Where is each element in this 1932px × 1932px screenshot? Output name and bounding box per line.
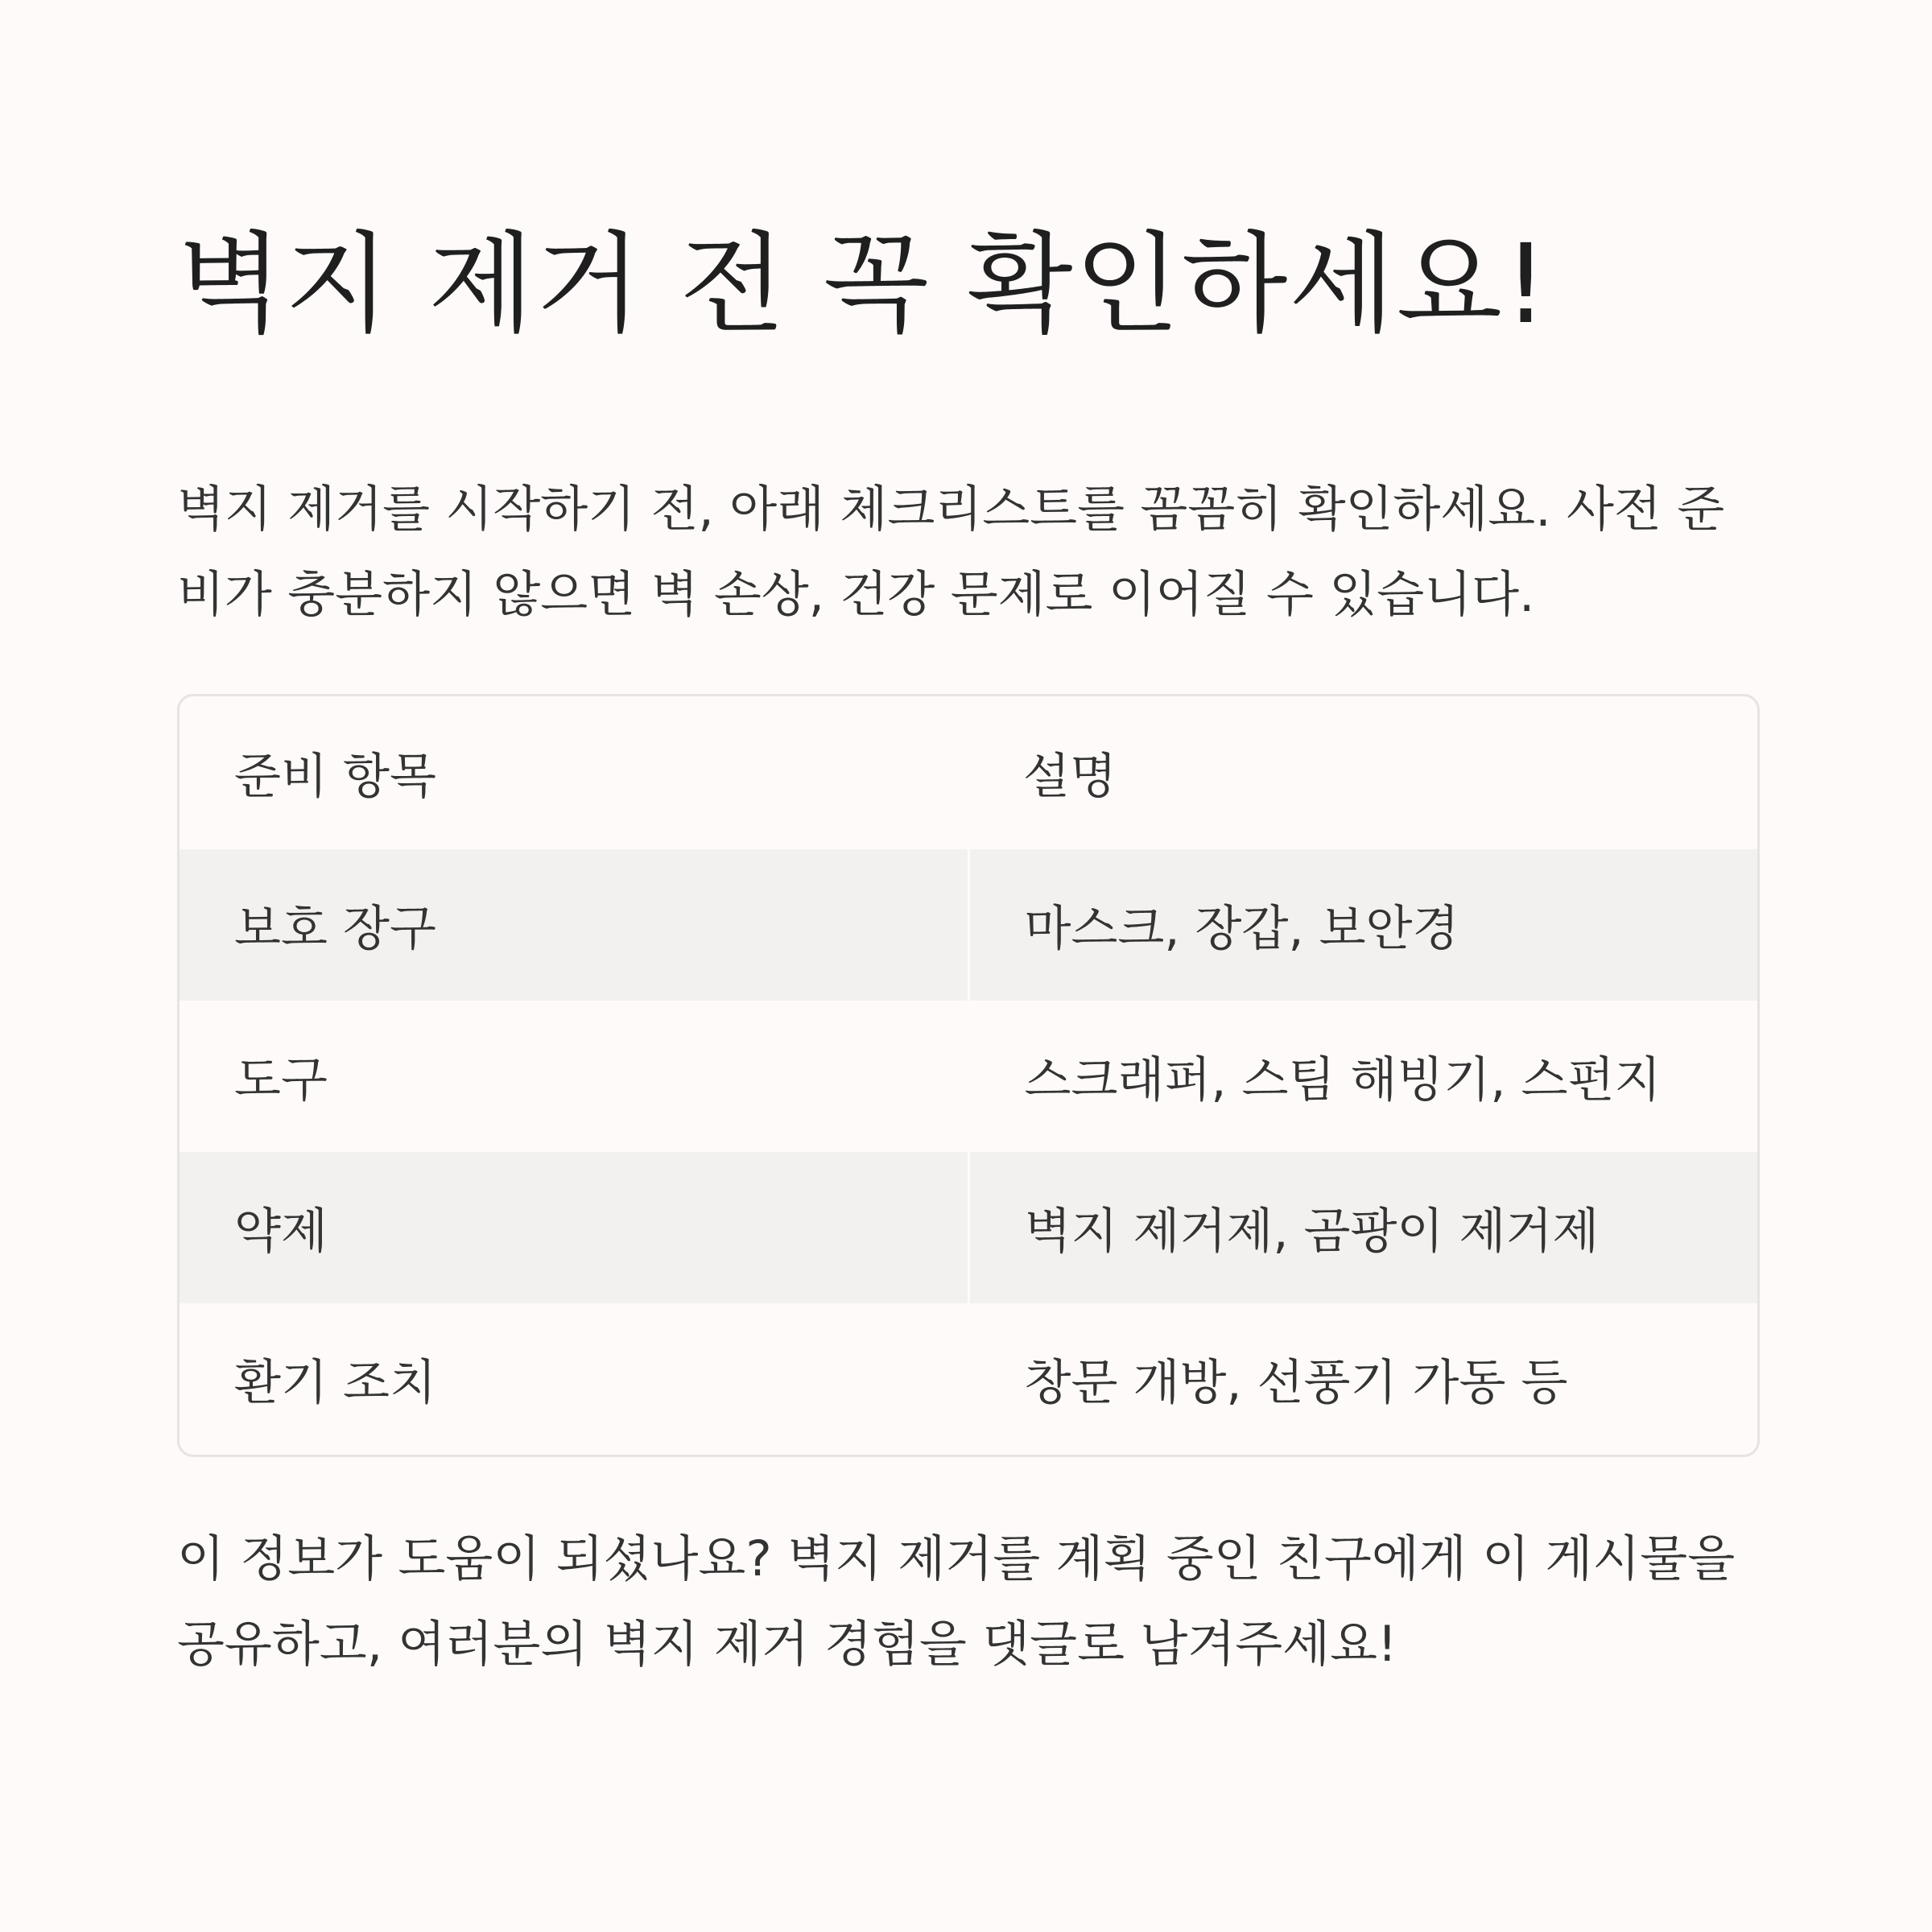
article [177,221,1755,1736]
page-title: 벽지 제거 전 꼭 확인하세요! [177,221,1550,349]
table-cell-description: 창문 개방, 선풍기 가동 등 [1024,1354,1568,1411]
table-row [180,1152,1757,1303]
table-cell-description: 벽지 제거제, 곰팡이 제거제 [968,1152,1757,1303]
table-row [180,1001,1757,1152]
intro-paragraph: 벽지 제거를 시작하기 전, 아래 체크리스트를 꼼꼼히 확인하세요. 사전 준비가 충분하지 않으면 벽 손상, 건강 문제로 이어질 수 있습니다. [177,480,1725,623]
checklist-table [180,696,1757,1455]
table-header-description: 설명 [1023,748,1117,805]
table-cell-description: 마스크, 장갑, 보안경 [968,849,1757,1001]
table-header-row [180,696,1757,849]
table-header-item: 준비 항목 [234,748,436,805]
table-cell-item: 환기 조치 [180,1303,968,1455]
table-cell-item: 도구 [180,1001,968,1152]
checklist-table-card [177,694,1760,1457]
table-cell-item: 보호 장구 [180,849,968,1001]
table-cell-description: 스크래퍼, 스팀 해빙기, 스펀지 [1024,1051,1662,1108]
table-row [180,849,1757,1001]
table-row [180,1303,1757,1455]
outro-paragraph: 이 정보가 도움이 되셨나요? 벽지 제거를 계획 중인 친구에게 이 게시물을 공유하고, 여러분의 벽지 제거 경험을 댓글로 남겨주세요! [177,1530,1736,1673]
table-cell-item: 약제 [180,1152,968,1303]
